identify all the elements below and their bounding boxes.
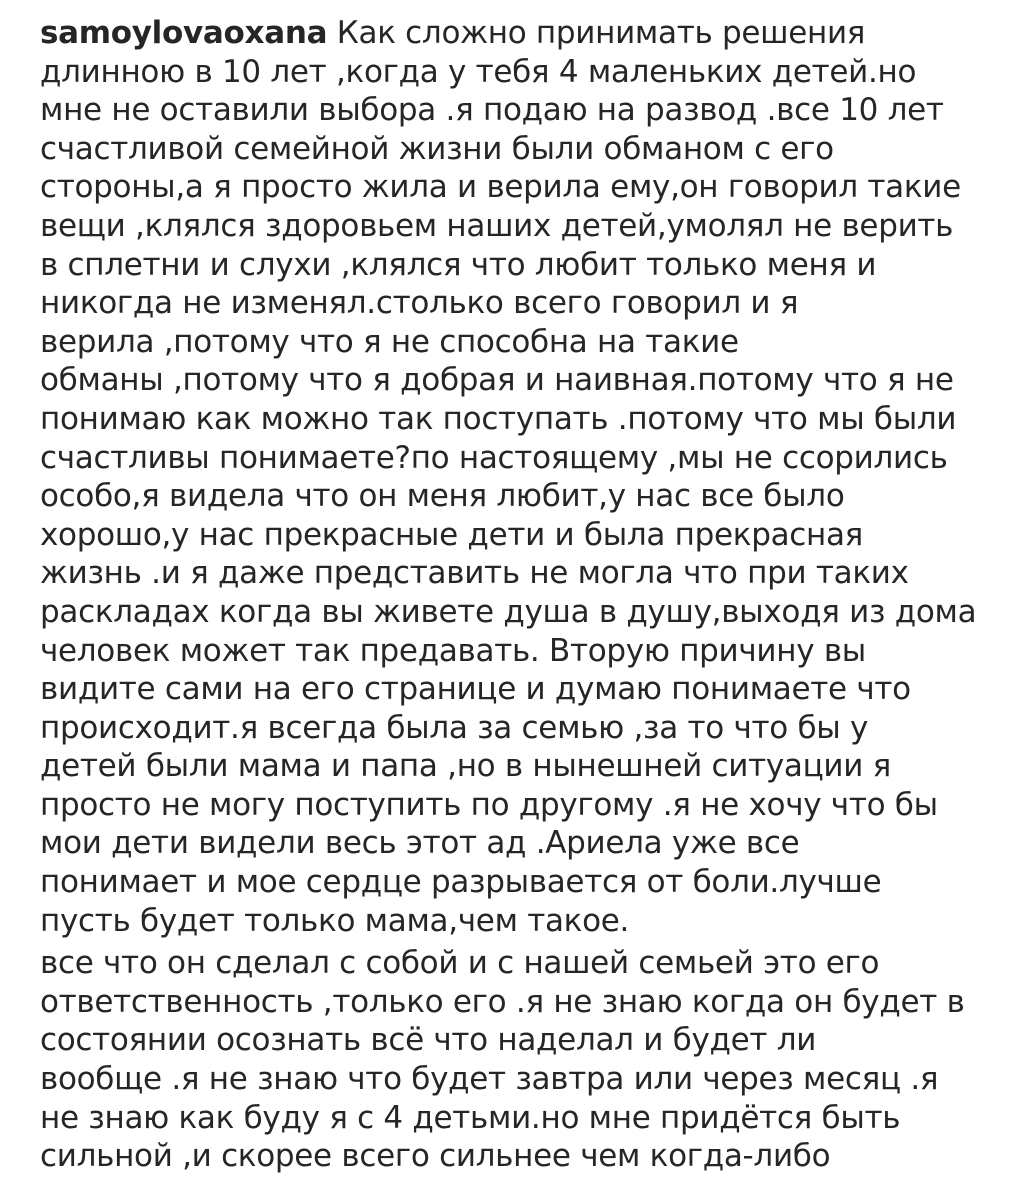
comment-line: детей были мама и папа ,но в нынешней ситуации я [40, 748, 891, 785]
comment-line: мои дети видели весь этот ад .Ариела уже все [40, 825, 800, 862]
comment-line: никогда не изменял.столько всего говорил и я [40, 285, 799, 322]
comment-line: не знаю как буду я с 4 детьми.но мне придётся быть [40, 1099, 901, 1136]
comment-line: вещи ,клялся здоровьем наших детей,умолял не верить [40, 207, 954, 244]
comment-line: состоянии осознать всё что наделал и будет ли [40, 1022, 817, 1059]
comment-paragraph-2 [40, 944, 1000, 1176]
comment-paragraph-1 [40, 14, 1000, 940]
comment-line: счастливы понимаете?по настоящему ,мы не ссорились [40, 439, 948, 476]
comment-line: происходит.я всегда была за семью ,за то что бы у [40, 709, 869, 746]
comment-line: видите сами на его странице и думаю понимаете что [40, 671, 911, 708]
comment-body [40, 14, 1000, 1176]
comment-line: человек может так предавать. Вторую причину вы [40, 632, 866, 669]
comment-line: ответственность ,только его .я не знаю когда он будет в [40, 983, 965, 1020]
comment-line: понимаю как можно так поступать .потому что мы были [40, 400, 957, 437]
comment-text: Как сложно принимать решения [336, 15, 866, 51]
comment-line: пусть будет только мама,чем такое. [40, 902, 630, 939]
comment-line: все что он сделал с собой и с нашей семьей это его [40, 945, 880, 982]
comment-line: верила ,потому что я не способна на такие [40, 323, 739, 360]
comment-line: раскладах когда вы живете душа в душу,выходя из дома [40, 593, 977, 630]
comment-line: мне не оставили выбора .я подаю на развод .все 10 лет [40, 92, 944, 129]
comment-line: хорошо,у нас прекрасные дети и была прекрасная [40, 516, 864, 553]
username-link[interactable]: samoylovaoxana [40, 15, 328, 51]
comment-line [40, 14, 1000, 53]
comment-line: вообще .я не знаю что будет завтра или через месяц .я [40, 1061, 939, 1098]
comment-line: в сплетни и слухи ,клялся что любит только меня и [40, 246, 877, 283]
comment-line: длинною в 10 лет ,когда у тебя 4 маленьких детей.но [40, 53, 917, 90]
comment-line: особо,я видела что он меня любит,у нас все было [40, 478, 845, 515]
comment-line: счастливой семейной жизни были обманом с его [40, 130, 834, 167]
comment-line: обманы ,потому что я добрая и наивная.потому что я не [40, 362, 954, 399]
comment-line: понимает и мое сердце разрывается от боли.лучше [40, 864, 882, 901]
comment-line: жизнь .и я даже представить не могла что при таких [40, 555, 909, 592]
comment-line: стороны,а я просто жила и верила ему,он говорил такие [40, 169, 961, 206]
comment-line: просто не могу поступить по другому .я не хочу что бы [40, 786, 938, 823]
comment-line: сильной ,и скорее всего сильнее чем когда-либо [40, 1138, 831, 1175]
